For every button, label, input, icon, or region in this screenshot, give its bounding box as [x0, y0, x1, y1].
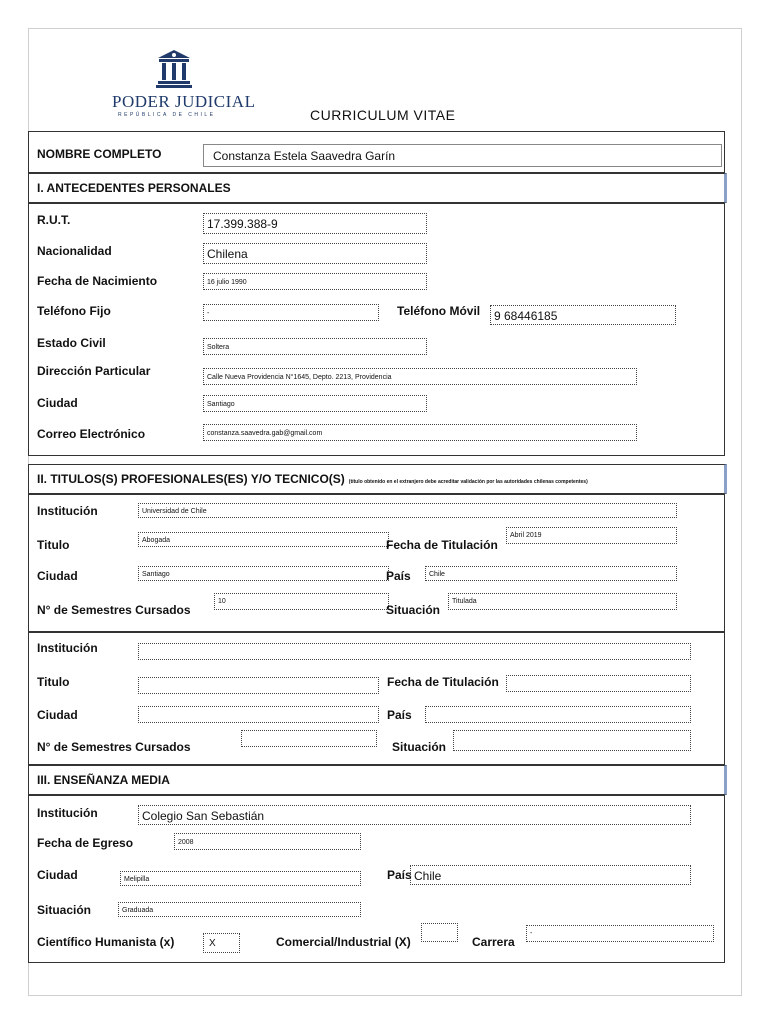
media-egreso-label: Fecha de Egreso: [37, 836, 134, 850]
nombre-field[interactable]: Constanza Estela Saavedra Garín: [203, 144, 722, 167]
titulo-a-titulo-label: Titulo: [37, 538, 70, 552]
titulo-b-semestres-field[interactable]: [241, 730, 377, 747]
titulo-a-situacion-label: Situación: [386, 603, 441, 617]
titulo-b-institucion-field[interactable]: [138, 643, 691, 660]
section-2-note: (título obtenido en el extranjero debe acreditar validación por las autoridades chilenas competentes): [348, 479, 588, 485]
titulo-b-situacion-field[interactable]: [453, 730, 691, 751]
comercial-industrial-label: Comercial/Industrial (X): [276, 935, 411, 949]
cientifico-humanista-field[interactable]: X: [203, 933, 240, 953]
titulo-a-institucion-label: Institución: [37, 504, 98, 518]
direccion-label: Dirección Particular: [37, 364, 151, 378]
logo-subtitle: REPÚBLICA DE CHILE: [118, 112, 216, 118]
titulo-a-fecha-label: Fecha de Titulación: [386, 538, 498, 552]
correo-field[interactable]: constanza.saavedra.gab@gmail.com: [203, 424, 637, 441]
telefono-movil-label: Teléfono Móvil: [397, 304, 481, 318]
titulo-b-institucion-label: Institución: [37, 641, 98, 655]
titulo-b-pais-label: País: [387, 708, 412, 722]
media-institucion-label: Institución: [37, 806, 98, 820]
carrera-label: Carrera: [472, 935, 515, 949]
telefono-movil-field[interactable]: 9 68446185: [490, 305, 676, 325]
nombre-label: NOMBRE COMPLETO: [37, 147, 162, 161]
ciudad-field[interactable]: Santiago: [203, 395, 427, 412]
titulo-a-semestres-field[interactable]: 10: [214, 593, 389, 610]
titulo-b-semestres-label: N° de Semestres Cursados: [37, 740, 191, 754]
fecha-nacimiento-field[interactable]: 16 julio 1990: [203, 273, 427, 290]
titulo-a-fecha-field[interactable]: Abril 2019: [506, 527, 677, 544]
institution-logo: [108, 44, 256, 122]
ciudad-label: Ciudad: [37, 396, 78, 410]
rut-field[interactable]: 17.399.388-9: [203, 213, 427, 234]
cientifico-humanista-label: Científico Humanista (x): [37, 935, 175, 949]
titulo-b-titulo-label: Titulo: [37, 675, 70, 689]
titulo-a-ciudad-field[interactable]: Santiago: [138, 566, 389, 581]
comercial-industrial-field[interactable]: [421, 923, 458, 942]
titulo-b-fecha-label: Fecha de Titulación: [387, 675, 499, 689]
section-1-header: [28, 173, 727, 203]
logo-title: PODER JUDICIAL: [112, 92, 256, 111]
section-3-header: [28, 765, 727, 795]
titulo-a-pais-label: País: [386, 569, 411, 583]
titulo-a-pais-field[interactable]: Chile: [425, 566, 677, 581]
courthouse-icon: [154, 48, 194, 90]
telefono-fijo-label: Teléfono Fijo: [37, 304, 111, 318]
titulo-a-titulo-field[interactable]: Abogada: [138, 532, 389, 547]
titulo-b-ciudad-label: Ciudad: [37, 708, 78, 722]
titulo-a-situacion-field[interactable]: Titulada: [448, 593, 677, 610]
titulo-a-semestres-label: N° de Semestres Cursados: [37, 603, 191, 617]
telefono-fijo-field[interactable]: -: [203, 304, 379, 321]
media-pais-field[interactable]: Chile: [410, 865, 691, 885]
titulo-b-situacion-label: Situación: [392, 740, 447, 754]
section-2-title: II. TITULOS(S) PROFESIONALES(ES) Y/O TECNICO(S) (título obtenido en el extranjero debe acreditar validación por las autoridades chilenas competentes): [37, 472, 588, 486]
nacionalidad-label: Nacionalidad: [37, 244, 112, 258]
direccion-field[interactable]: Calle Nueva Providencia N°1645, Depto. 2213, Providencia: [203, 368, 637, 385]
nacionalidad-field[interactable]: Chilena: [203, 243, 427, 264]
media-situacion-label: Situación: [37, 903, 92, 917]
media-egreso-field[interactable]: 2008: [174, 833, 361, 850]
section-2-header: [28, 464, 727, 494]
section-1-body: [28, 203, 725, 456]
media-ciudad-label: Ciudad: [37, 868, 78, 882]
titulo-b-ciudad-field[interactable]: [138, 706, 379, 723]
estado-civil-label: Estado Civil: [37, 336, 106, 350]
titulo-b-titulo-field[interactable]: [138, 677, 379, 694]
estado-civil-field[interactable]: Soltera: [203, 338, 427, 355]
titulo-b-pais-field[interactable]: [425, 706, 691, 723]
titulo-a-institucion-field[interactable]: Universidad de Chile: [138, 503, 677, 518]
media-situacion-field[interactable]: Graduada: [118, 902, 361, 917]
titulo-b-fecha-field[interactable]: [506, 675, 691, 692]
section-1-title: I. ANTECEDENTES PERSONALES: [37, 181, 231, 195]
media-pais-label: País: [387, 868, 412, 882]
media-institucion-field[interactable]: Colegio San Sebastián: [138, 805, 691, 825]
section-3-title: III. ENSEÑANZA MEDIA: [37, 773, 170, 787]
titulo-a-ciudad-label: Ciudad: [37, 569, 78, 583]
fecha-nacimiento-label: Fecha de Nacimiento: [37, 274, 158, 288]
rut-label: R.U.T.: [37, 213, 71, 227]
carrera-field[interactable]: -: [526, 925, 714, 942]
media-ciudad-field[interactable]: Melipilla: [120, 871, 361, 886]
correo-label: Correo Electrónico: [37, 427, 146, 441]
document-title: CURRICULUM VITAE: [310, 107, 456, 123]
